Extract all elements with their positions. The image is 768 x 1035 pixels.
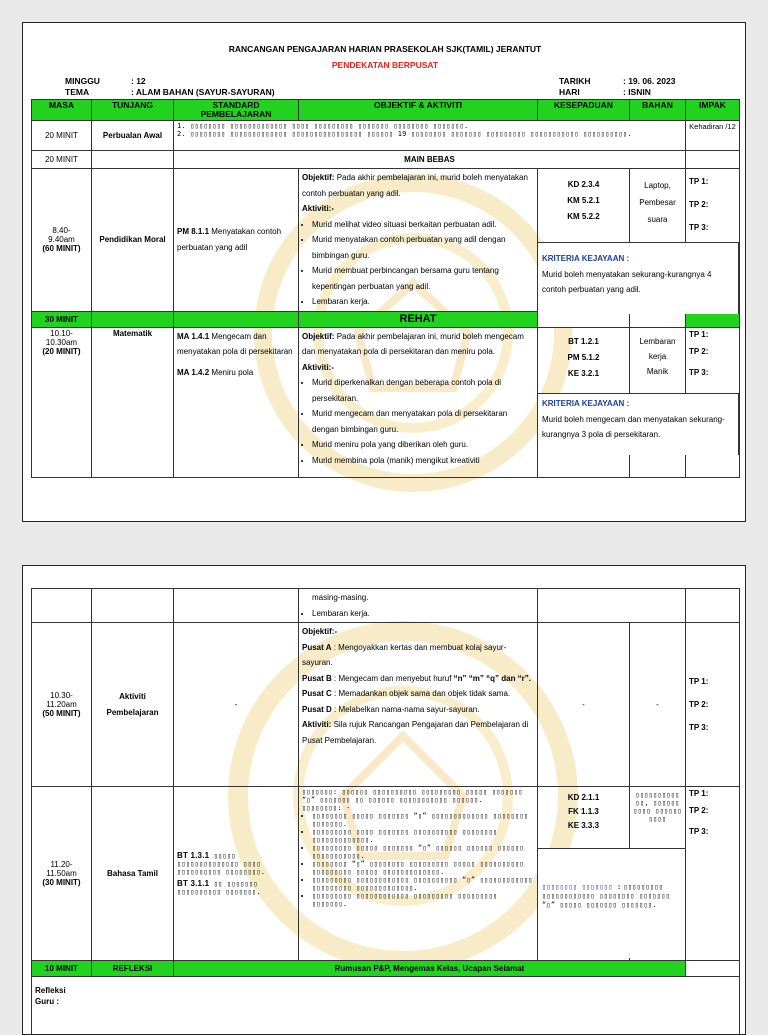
- objektif-cell: [299, 787, 538, 961]
- activity-item: • Murid menyatakan contoh perbuatan yang adil dengan bimbingan guru.: [312, 232, 534, 263]
- masa-duration: (50 MINIT): [35, 709, 88, 718]
- activity-item: • Murid diperkenalkan dengan beberapa contoh pola di persekitaran.: [312, 375, 534, 406]
- refleksi-text: Rumusan P&P, Mengemas Kelas, Ucapan Selamat: [174, 961, 686, 977]
- bahan-item: Pembesar: [633, 194, 682, 211]
- pusat-label: Pusat C: [302, 689, 332, 698]
- minggu-value: : 12: [131, 75, 146, 87]
- pusat-label: Pusat A: [302, 643, 332, 652]
- perbualan-items: [174, 121, 686, 151]
- item-number: 1.: [177, 122, 186, 130]
- header-objektif: OBJEKTIF & AKTIVITI: [299, 100, 538, 121]
- perbualan-item-2: ▯▯▯▯▯▯▯▯ ▯▯▯▯▯▯▯▯▯▯▯▯▯ ▯▯▯▯▯▯▯▯▯▯▯▯▯▯▯▯ ▯▯▯▯▯▯ 19 ▯▯▯▯▯▯▯▯ ▯▯▯▯▯▯▯ ▯▯▯▯▯▯▯▯▯ ▯▯▯▯▯▯▯▯▯▯▯ ▯▯▯▯▯▯▯▯▯▯.: [190, 130, 631, 138]
- empty-cell: [174, 311, 299, 327]
- aktiviti-label: Aktiviti:-: [302, 360, 534, 376]
- bahan-item: suara: [633, 211, 682, 228]
- masa-end: 11.50am: [35, 869, 88, 878]
- bahan-item: Manik: [633, 364, 682, 379]
- activity-item: • Lembaran kerja.: [312, 294, 534, 310]
- tunjang-cell: Perbualan Awal: [92, 121, 174, 151]
- objektif-text: Pada akhir pembelajaran ini, murid boleh menyatakan contoh perbuatan yang adil.: [302, 173, 528, 198]
- kriteria-text: ▯▯▯▯▯▯▯▯▯ ▯▯▯▯▯▯▯▯▯▯▯▯ ▯▯▯▯▯▯▯▯ ▯▯▯▯▯▯▯ “▯” ▯▯▯▯▯ ▯▯▯▯▯▯▯ ▯▯▯▯▯▯▯.: [542, 883, 670, 909]
- sp-text: ▯▯▯▯▯ ▯▯▯▯▯▯▯▯▯▯▯▯▯▯ ▯▯▯▯ ▯▯▯▯▯▯▯▯▯▯ ▯▯▯▯▯▯▯▯.: [177, 852, 265, 876]
- objektif-text: Pada akhir pembelajaran ini, murid boleh mengecam dan menyatakan pola di persekitaran dan meniru pola.: [302, 332, 524, 357]
- objektif-label: Objektif:: [302, 332, 334, 341]
- rehat-label: REHAT: [299, 311, 538, 327]
- tp-label: TP 3:: [689, 363, 736, 383]
- kriteria-kejayaan-tamil: [537, 848, 685, 958]
- page-2: [22, 565, 746, 1035]
- tema-value: : ALAM BAHAN (SAYUR-SAYURAN): [131, 86, 275, 98]
- row-refleksi-guru: [32, 977, 740, 1035]
- sp-code: MA 1.4.2: [177, 368, 209, 377]
- minggu-label: MINGGU: [65, 75, 100, 87]
- bahan-item: kerja: [633, 349, 682, 364]
- masa-end: 11.20am: [35, 700, 88, 709]
- page-1: [22, 22, 746, 522]
- activity-item: • Murid melihat video situasi berkaitan perbuatan adil.: [312, 217, 534, 233]
- objektif-cell: [299, 623, 538, 787]
- sp-code: PM 8.1.1: [177, 227, 209, 236]
- masa-cell: [32, 327, 92, 477]
- activity-item: • Murid membina pola (manik) mengikut kreativiti: [312, 453, 534, 469]
- tp-label: TP 3:: [689, 822, 736, 842]
- tp-label: TP 3:: [689, 716, 736, 739]
- sp-text: ▯▯ ▯▯▯▯▯▯▯ ▯▯▯▯▯▯▯▯▯▯ ▯▯▯▯▯▯▯.: [177, 880, 261, 896]
- masa-cell: [32, 787, 92, 961]
- tunjang-cell: Bahasa Tamil: [92, 787, 174, 961]
- aktiviti-label: Aktiviti:: [302, 720, 331, 729]
- hari-value: : ISNIN: [623, 86, 651, 98]
- kesepaduan-code: BT 1.2.1: [538, 334, 629, 350]
- row-main-bebas: [32, 151, 740, 169]
- row-continuation: [32, 589, 740, 623]
- document-title: RANCANGAN PENGAJARAN HARIAN PRASEKOLAH SJK(TAMIL) JERANTUT: [23, 43, 746, 55]
- tp-label: TP 2:: [689, 193, 736, 216]
- activity-item: • ▯▯▯▯▯▯▯▯▯ ▯▯▯▯ ▯▯▯▯▯▯▯ ▯▯▯▯▯▯▯▯▯▯ ▯▯▯▯▯▯▯▯ ▯▯▯▯▯▯▯▯▯▯▯▯▯.: [312, 828, 534, 844]
- row-perbualan-awal: [32, 121, 740, 151]
- tunjang-cell: REFLEKSI: [92, 961, 174, 977]
- tunjang-cell: Aktiviti Pembelajaran: [92, 623, 174, 787]
- masa-duration: (60 MINIT): [35, 244, 88, 253]
- masa-cell: 20 MINIT: [32, 121, 92, 151]
- activity-item: • ▯▯▯▯▯▯▯▯ ▯▯▯▯▯ ▯▯▯▯▯▯▯ “▯” ▯▯▯▯▯▯▯▯▯▯▯▯▯ ▯▯▯▯▯▯▯▯ ▯▯▯▯▯▯▯.: [312, 812, 534, 828]
- bahan-cell: ▯▯▯▯▯▯▯▯▯▯ ▯▯, ▯▯▯▯▯▯ ▯▯▯▯ ▯▯▯▯▯▯ ▯▯▯▯: [630, 787, 686, 961]
- continuation-text: masing-masing.: [302, 590, 534, 606]
- impak-cell: [686, 623, 740, 787]
- aktiviti-text: Sila rujuk Rancangan Pengajaran dan Pembelajaran di Pusat Pembelajaran.: [302, 720, 528, 745]
- bahan-cell: -: [630, 623, 686, 787]
- masa-cell: 30 MINIT: [32, 311, 92, 327]
- pusat-text: : Memadankan objek sama dan objek tidak sama.: [334, 689, 510, 698]
- empty-cell: [686, 961, 740, 977]
- header-bahan: BAHAN: [630, 100, 686, 121]
- lesson-plan-table-continued: [31, 588, 740, 1035]
- kesepaduan-code: PM 5.1.2: [538, 350, 629, 366]
- hari-label: HARI: [559, 86, 580, 98]
- objektif-label: Objektif:-: [302, 624, 534, 640]
- pusat-label: Pusat B: [302, 674, 332, 683]
- tp-label: TP 2:: [689, 800, 736, 822]
- sp-code: MA 1.4.1: [177, 332, 209, 341]
- perbualan-item-1: ▯▯▯▯▯▯▯▯ ▯▯▯▯▯▯▯▯▯▯▯▯▯ ▯▯▯▯ ▯▯▯▯▯▯▯▯▯ ▯▯▯▯▯▯▯ ▯▯▯▯▯▯▯▯ ▯▯▯▯▯▯▯.: [190, 122, 468, 130]
- kriteria-text: Murid boleh menyatakan sekurang-kurangnya 4 contoh perbuatan yang adil.: [542, 267, 734, 298]
- tema-label: TEMA: [65, 86, 89, 98]
- pusat-label: Pusat D: [302, 705, 332, 714]
- aktiviti-label: ▯▯▯▯▯▯▯▯: -: [302, 804, 534, 812]
- empty-cell: [92, 311, 174, 327]
- masa-end: 10.30am: [35, 338, 88, 347]
- kesepaduan-code: KD 2.1.1: [541, 791, 626, 805]
- activity-item: • Murid meniru pola yang diberikan oleh guru.: [312, 437, 534, 453]
- masa-duration: (30 MINIT): [35, 878, 88, 887]
- refleksi-guru-label: Refleksi Guru :: [35, 985, 75, 1007]
- kesepaduan-code: KM 5.2.2: [541, 209, 626, 225]
- masa-start: 10.30-: [35, 691, 88, 700]
- impak-cell: Kehadiran /12: [686, 121, 740, 151]
- bahan-item: Laptop,: [633, 177, 682, 194]
- header-masa: MASA: [32, 100, 92, 121]
- pusat-text: : Mengoyakkan kertas dan membuat kolaj sayur-sayuran.: [302, 643, 506, 668]
- standard-cell: [174, 169, 299, 312]
- row-aktiviti-pembelajaran: [32, 623, 740, 787]
- masa-cell: 20 MINIT: [32, 151, 92, 169]
- kriteria-label: ▯▯▯▯▯▯▯▯ ▯▯▯▯▯▯▯ :: [542, 883, 621, 891]
- empty-cell: [32, 589, 92, 623]
- objektif-cell: [299, 327, 538, 477]
- activity-item: • ▯▯▯▯▯▯▯▯▯ ▯▯▯▯▯ ▯▯▯▯▯▯▯ “▯” ▯▯▯▯▯▯ ▯▯▯▯▯▯ ▯▯▯▯▯▯ ▯▯▯▯▯▯▯▯▯▯▯.: [312, 844, 534, 860]
- masa-duration: (20 MINIT): [35, 347, 88, 356]
- pusat-text: : Melabelkan nama-nama sayur-sayuran.: [334, 705, 479, 714]
- kesepaduan-cell: -: [538, 623, 630, 787]
- header-kesepaduan: KESEPADUAN: [538, 100, 630, 121]
- activity-item: • ▯▯▯▯▯▯▯▯ “▯” ▯▯▯▯▯▯▯▯ ▯▯▯▯▯▯▯▯▯ ▯▯▯▯▯ ▯▯▯▯▯▯▯▯▯▯ ▯▯▯▯▯▯▯▯▯ ▯▯▯▯▯ ▯▯▯▯▯▯▯▯▯▯▯▯▯.: [312, 860, 534, 876]
- tp-label: TP 1:: [689, 170, 736, 193]
- tunjang-cell: Matematik: [92, 327, 174, 477]
- sp-text: Mengecam dan menyatakan pola di persekitaran: [177, 332, 293, 357]
- masa-cell: [32, 169, 92, 312]
- standard-cell: [174, 787, 299, 961]
- header-row: [32, 100, 740, 121]
- kriteria-text: Murid boleh mengecam dan menyatakan sekurang-kurangnya 3 pola di persekitaran.: [542, 412, 734, 443]
- header-standard: STANDARD PEMBELAJARAN: [174, 100, 299, 121]
- activity-item: • ▯▯▯▯▯▯▯▯▯ ▯▯▯▯▯▯▯▯▯▯▯▯ ▯▯▯▯▯▯▯▯▯▯ “▯” ▯▯▯▯▯▯▯▯▯▯▯▯ ▯▯▯▯▯▯▯▯▯ ▯▯▯▯▯▯▯▯▯▯▯▯▯.: [312, 876, 534, 892]
- kesepaduan-code: KD 2.3.4: [541, 177, 626, 193]
- activity-item: • Lembaran kerja.: [312, 606, 534, 622]
- activity-item: • ▯▯▯▯▯▯▯▯▯ ▯▯▯▯▯▯▯▯▯▯▯▯ ▯▯▯▯▯▯▯▯▯ ▯▯▯▯▯▯▯▯▯ ▯▯▯▯▯▯▯.: [312, 892, 534, 908]
- pusat-text: : Mengecam dan menyebut huruf: [334, 674, 451, 683]
- kesepaduan-code: KE 3.3.3: [541, 819, 626, 833]
- row-refleksi: [32, 961, 740, 977]
- kesepaduan-code: KE 3.2.1: [538, 366, 629, 382]
- continuation-cell: [299, 589, 538, 623]
- bahan-item: Lembaran: [633, 334, 682, 349]
- masa-cell: [32, 623, 92, 787]
- objektif-cell: [299, 169, 538, 312]
- sp-code: BT 1.3.1: [177, 851, 209, 860]
- objektif-text: ▯▯▯▯▯▯▯: ▯▯▯▯▯▯ ▯▯▯▯▯▯▯▯▯▯ ▯▯▯▯▯▯▯▯▯ ▯▯▯▯▯ ▯▯▯▯▯▯▯ “▯” ▯▯▯▯▯▯▯ ▯▯ ▯▯▯▯▯▯ ▯▯▯▯▯▯▯▯▯▯▯ ▯▯▯▯▯▯.: [302, 788, 534, 804]
- item-number: 2.: [177, 130, 186, 138]
- masa-start: 11.20-: [35, 860, 88, 869]
- activity-item: • Murid mengecam dan menyatakan pola di persekitaran dengan bimbingan guru.: [312, 406, 534, 437]
- tp-label: TP 1:: [689, 670, 736, 693]
- impak-cell: [686, 787, 740, 961]
- pusat-letters: “n” “m” “q” dan “r”.: [454, 674, 531, 683]
- kesepaduan-code: KM 5.2.1: [541, 193, 626, 209]
- tp-label: TP 2:: [689, 693, 736, 716]
- objektif-label: Objektif:: [302, 173, 334, 182]
- aktiviti-label: Aktiviti:-: [302, 201, 534, 217]
- refleksi-guru-cell: [32, 977, 740, 1035]
- kesepaduan-codes: [538, 328, 629, 384]
- tp-label: TP 1:: [689, 788, 736, 800]
- header-impak: IMPAK: [686, 100, 740, 121]
- tunjang-cell: Pendidikan Moral: [92, 169, 174, 312]
- empty-cell: [92, 151, 174, 169]
- header-tunjang: TUNJANG: [92, 100, 174, 121]
- sp-text: Meniru pola: [211, 368, 253, 377]
- masa-start: 8.40-: [35, 226, 88, 235]
- empty-cell: [686, 151, 740, 169]
- sp-code: BT 3.1.1: [177, 879, 209, 888]
- sp-text: Menyatakan contoh perbuatan yang adil: [177, 227, 281, 252]
- tp-label: TP 3:: [689, 216, 736, 239]
- main-bebas-label: MAIN BEBAS: [174, 151, 686, 169]
- kriteria-label: KRITERIA KEJAYAAN :: [542, 251, 734, 267]
- empty-cell: [174, 589, 299, 623]
- empty-cell: [686, 589, 740, 623]
- standard-cell: -: [174, 623, 299, 787]
- tp-label: TP 1:: [689, 329, 736, 340]
- masa-end: 9.40am: [35, 235, 88, 244]
- kriteria-kejayaan-matematik: [537, 393, 739, 455]
- kriteria-label: KRITERIA KEJAYAAN :: [542, 396, 734, 412]
- tarikh-value: : 19. 06. 2023: [623, 75, 675, 87]
- activity-item: • Murid membuat perbincangan bersama guru tentang kepentingan perbuatan yang adil.: [312, 263, 534, 294]
- masa-start: 10.10-: [35, 329, 88, 338]
- masa-cell: 10 MINIT: [32, 961, 92, 977]
- empty-cell: [538, 589, 686, 623]
- empty-cell: [92, 589, 174, 623]
- kriteria-kejayaan-moral: [537, 242, 739, 314]
- standard-cell: [174, 327, 299, 477]
- tp-label: TP 2:: [689, 340, 736, 363]
- tarikh-label: TARIKH: [559, 75, 590, 87]
- kesepaduan-code: FK 1.1.3: [541, 805, 626, 819]
- document-subtitle: PENDEKATAN BERPUSAT: [23, 59, 746, 71]
